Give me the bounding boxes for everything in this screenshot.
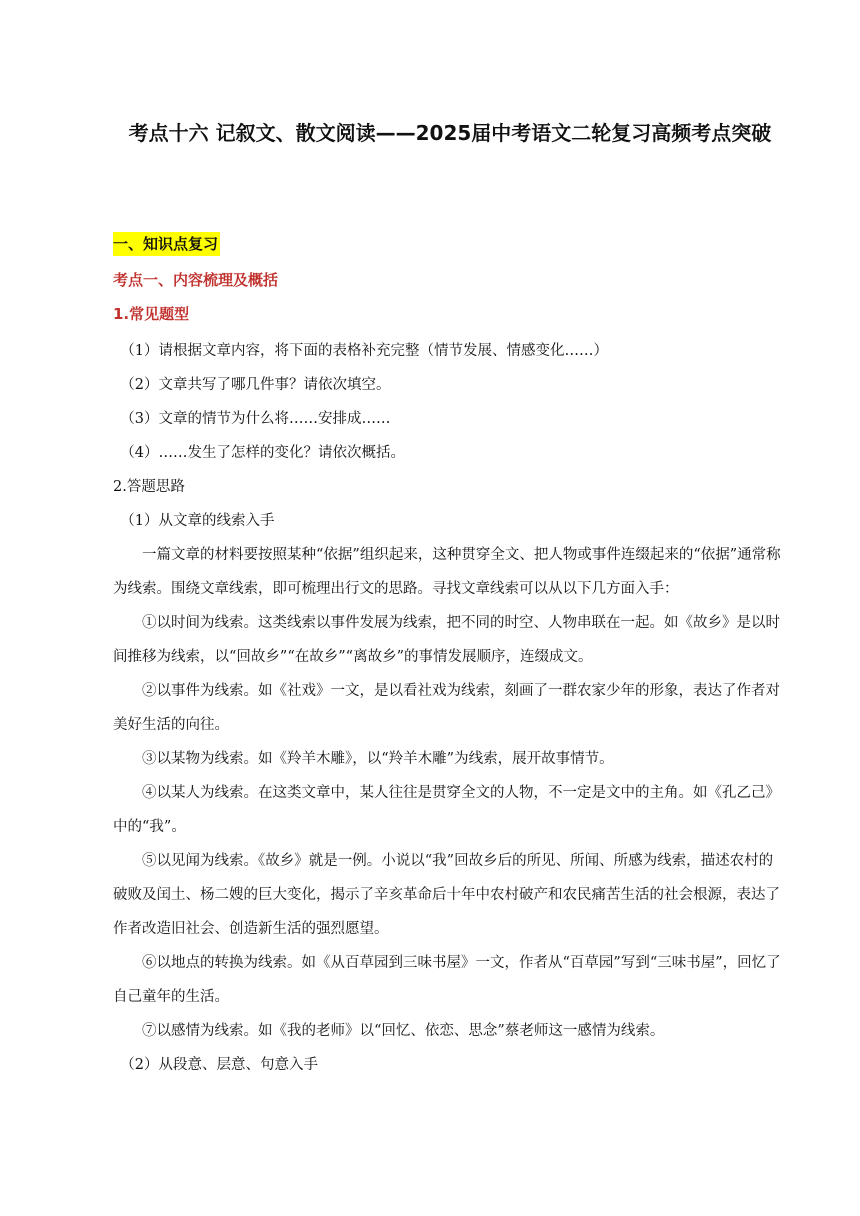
clue-paragraph: ⑤以见闻为线索。《故乡》就是一例。小说以“我”回故乡后的所见、所闻、所感为线索，描述农村的破败及闰土、杨二嫂的巨大变化，揭示了辛亥革命后十年中农村破产和农民痛苦生活的社会根源，表达了作者改造旧社会、创造新生活的强烈愿望。 xyxy=(113,853,780,937)
clue-paragraph: ②以事件为线索。如《社戏》一文，是以看社戏为线索，刻画了一群农家少年的形象，表达了作者对美好生活的向往。 xyxy=(113,683,780,733)
answer-approach-sub-heading: （1）从文章的线索入手 xyxy=(120,513,275,529)
question-type-item: （3）文章的情节为什么将……安排成…… xyxy=(120,411,391,427)
question-type-item: （1）请根据文章内容，将下面的表格补充完整（情节发展、情感变化……） xyxy=(120,343,608,359)
common-question-types-heading: 1.常见题型 xyxy=(113,305,190,323)
answer-approach-heading: 2.答题思路 xyxy=(113,479,185,495)
clue-paragraph: ⑥以地点的转换为线索。如《从百草园到三味书屋》一文，作者从“百草园”写到“三味书屋”，回忆了自己童年的生活。 xyxy=(113,955,781,1005)
document-body xyxy=(113,334,785,1082)
document-title: 考点十六 记叙文、散文阅读——2025届中考语文二轮复习高频考点突破 xyxy=(128,121,772,145)
kaodian-heading: 考点一、内容梳理及概括 xyxy=(113,271,279,289)
section-heading-highlighted: 一、知识点复习 xyxy=(113,232,220,256)
clue-paragraph: ⑦以感情为线索。如《我的老师》以“回忆、依恋、思念”蔡老师这一感情为线索。 xyxy=(142,1023,665,1039)
question-type-item: （4）……发生了怎样的变化？请依次概括。 xyxy=(120,445,405,461)
clue-intro-paragraph: 一篇文章的材料要按照某种“依据”组织起来，这种贯穿全文、把人物或事件连缀起来的“依据”通常称为线索。围绕文章线索，即可梳理出行文的思路。寻找文章线索可以从以下几方面入手： xyxy=(113,547,781,597)
question-type-item: （2）文章共写了哪几件事？请依次填空。 xyxy=(120,377,391,393)
clue-paragraph: ①以时间为线索。这类线索以事件发展为线索，把不同的时空、人物串联在一起。如《故乡》是以时间推移为线索，以“回故乡”“在故乡”“离故乡”的事情发展顺序，连缀成文。 xyxy=(113,615,780,665)
clue-paragraph: ③以某物为线索。如《羚羊木雕》，以“羚羊木雕”为线索，展开故事情节。 xyxy=(142,751,614,767)
clue-paragraph: ④以某人为线索。在这类文章中，某人往往是贯穿全文的人物，不一定是文中的主角。如《孔乙己》中的“我”。 xyxy=(113,785,780,835)
answer-approach-sub-heading: （2）从段意、层意、句意入手 xyxy=(120,1057,318,1073)
